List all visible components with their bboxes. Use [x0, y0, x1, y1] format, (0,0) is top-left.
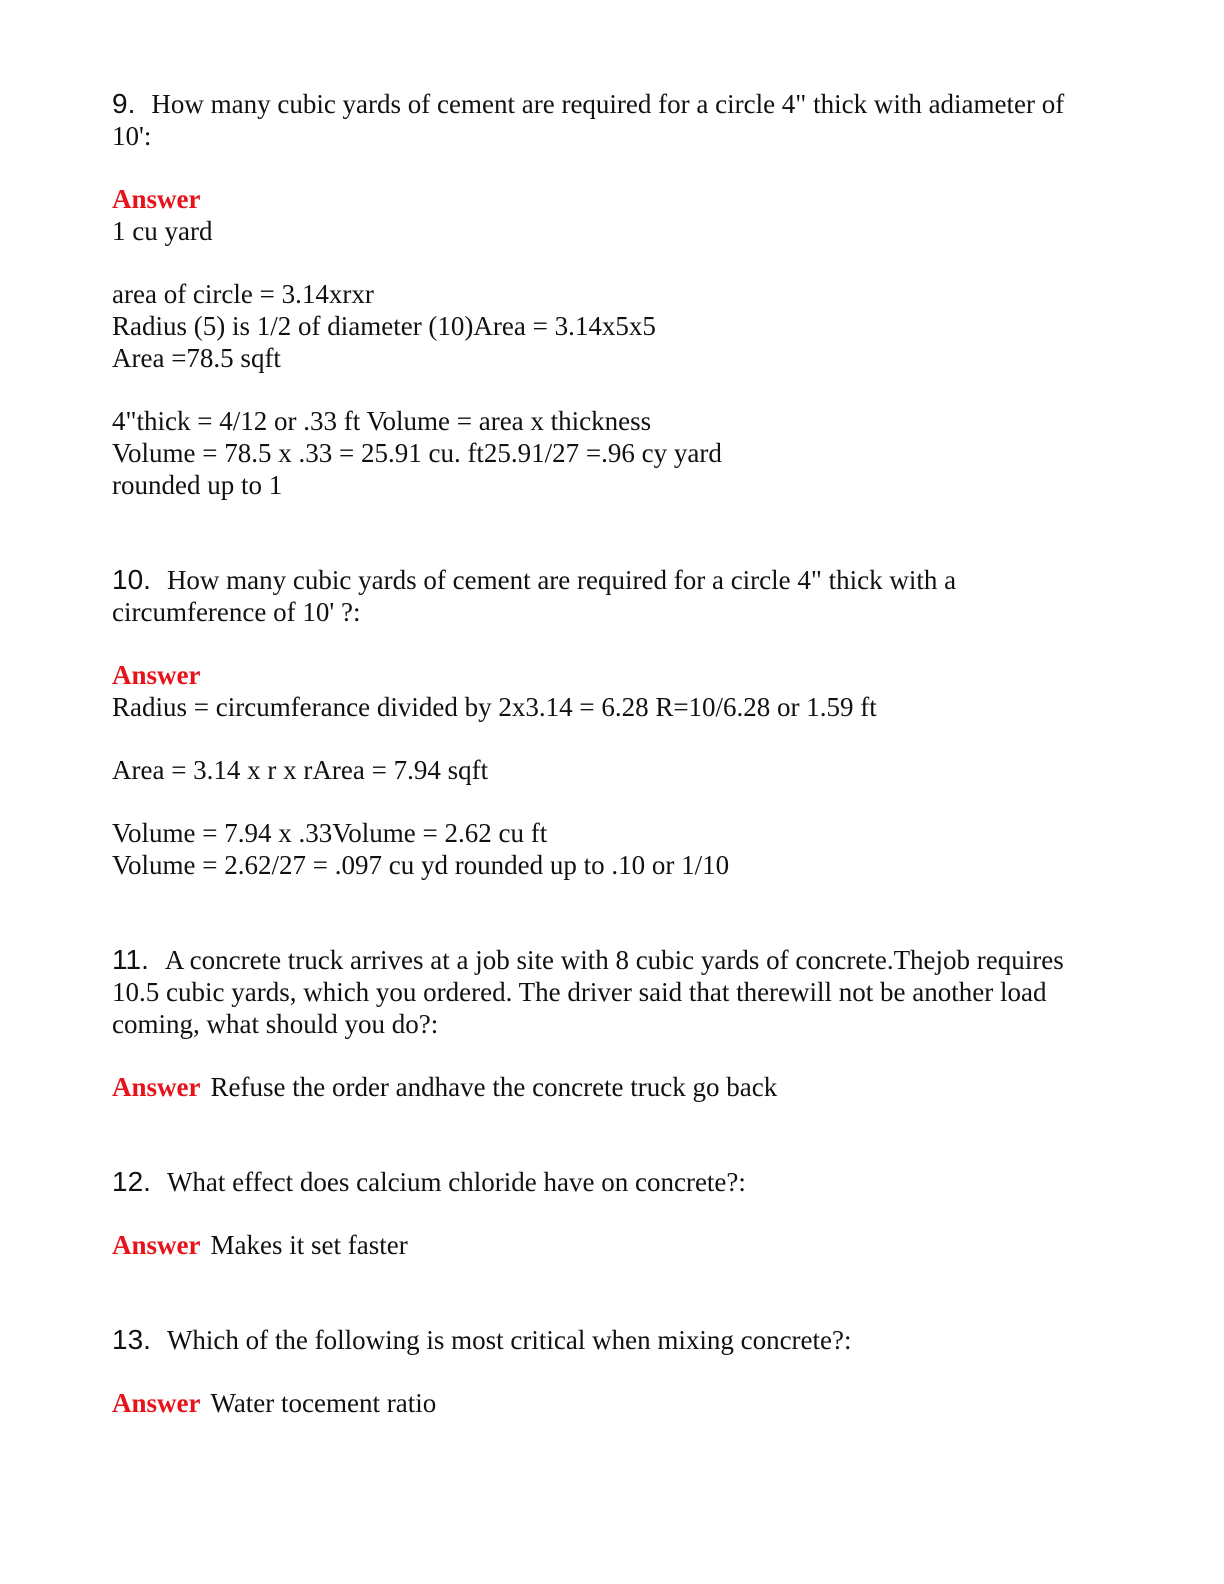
question-10 [112, 564, 1112, 881]
answer-label: Answer [112, 184, 201, 214]
question-text: 13. Which of the following is most critical when mixing concrete?: [112, 1324, 852, 1355]
question-number: 12. [112, 1166, 151, 1197]
question-number: 10. [112, 564, 151, 595]
question-number: 13. [112, 1324, 151, 1355]
question-text: 12. What effect does calcium chloride have on concrete?: [112, 1166, 746, 1197]
question-text: 11. A concrete truck arrives at a job site with 8 cubic yards of concrete.Thejob requires 10.5 cubic yards, which you ordered. The driver said that therewill not be another load coming, what should you do?: [112, 944, 1064, 1039]
question-text: 9. How many cubic yards of cement are required for a circle 4" thick with adiameter of 10': [112, 88, 1065, 151]
question-12 [112, 1166, 1112, 1261]
answer-text: Refuse the order andhave the concrete truck go back [210, 1072, 778, 1102]
answer-label: Answer [112, 660, 201, 690]
answer-text: Volume = 78.5 x .33 = 25.91 cu. ft25.91/27 =.96 cy yard [112, 438, 722, 468]
question-number: 11. [112, 944, 149, 975]
answer-label: Answer [112, 1388, 201, 1418]
answer-text: Radius = circumferance divided by 2x3.14 = 6.28 R=10/6.28 or 1.59 ft [112, 692, 877, 722]
answer-text: 4"thick = 4/12 or .33 ft Volume = area x thickness [112, 406, 652, 436]
question-text: 10. How many cubic yards of cement are required for a circle 4" thick with a circumference of 10' ?: [112, 564, 957, 627]
answer-label: Answer [112, 1230, 201, 1260]
answer-text: Volume = 7.94 x .33Volume = 2.62 cu ft [112, 818, 548, 848]
answer-text: rounded up to 1 [112, 470, 283, 500]
answer-text: Area =78.5 sqft [112, 343, 281, 373]
question-13 [112, 1324, 1112, 1419]
question-9 [112, 88, 1112, 501]
answer-text: Radius (5) is 1/2 of diameter (10)Area = 3.14x5x5 [112, 311, 656, 341]
answer-text: Volume = 2.62/27 = .097 cu yd rounded up to .10 or 1/10 [112, 850, 730, 880]
question-number: 9. [112, 88, 136, 119]
question-11 [112, 944, 1112, 1103]
answer-text: Area = 3.14 x r x rArea = 7.94 sqft [112, 755, 489, 785]
answer-text: Makes it set faster [210, 1230, 408, 1260]
answer-label: Answer [112, 1072, 201, 1102]
answer-text: area of circle = 3.14xrxr [112, 279, 374, 309]
answer-text: 1 cu yard [112, 216, 213, 246]
document-page [112, 88, 1112, 1419]
answer-text: Water tocement ratio [210, 1388, 437, 1418]
